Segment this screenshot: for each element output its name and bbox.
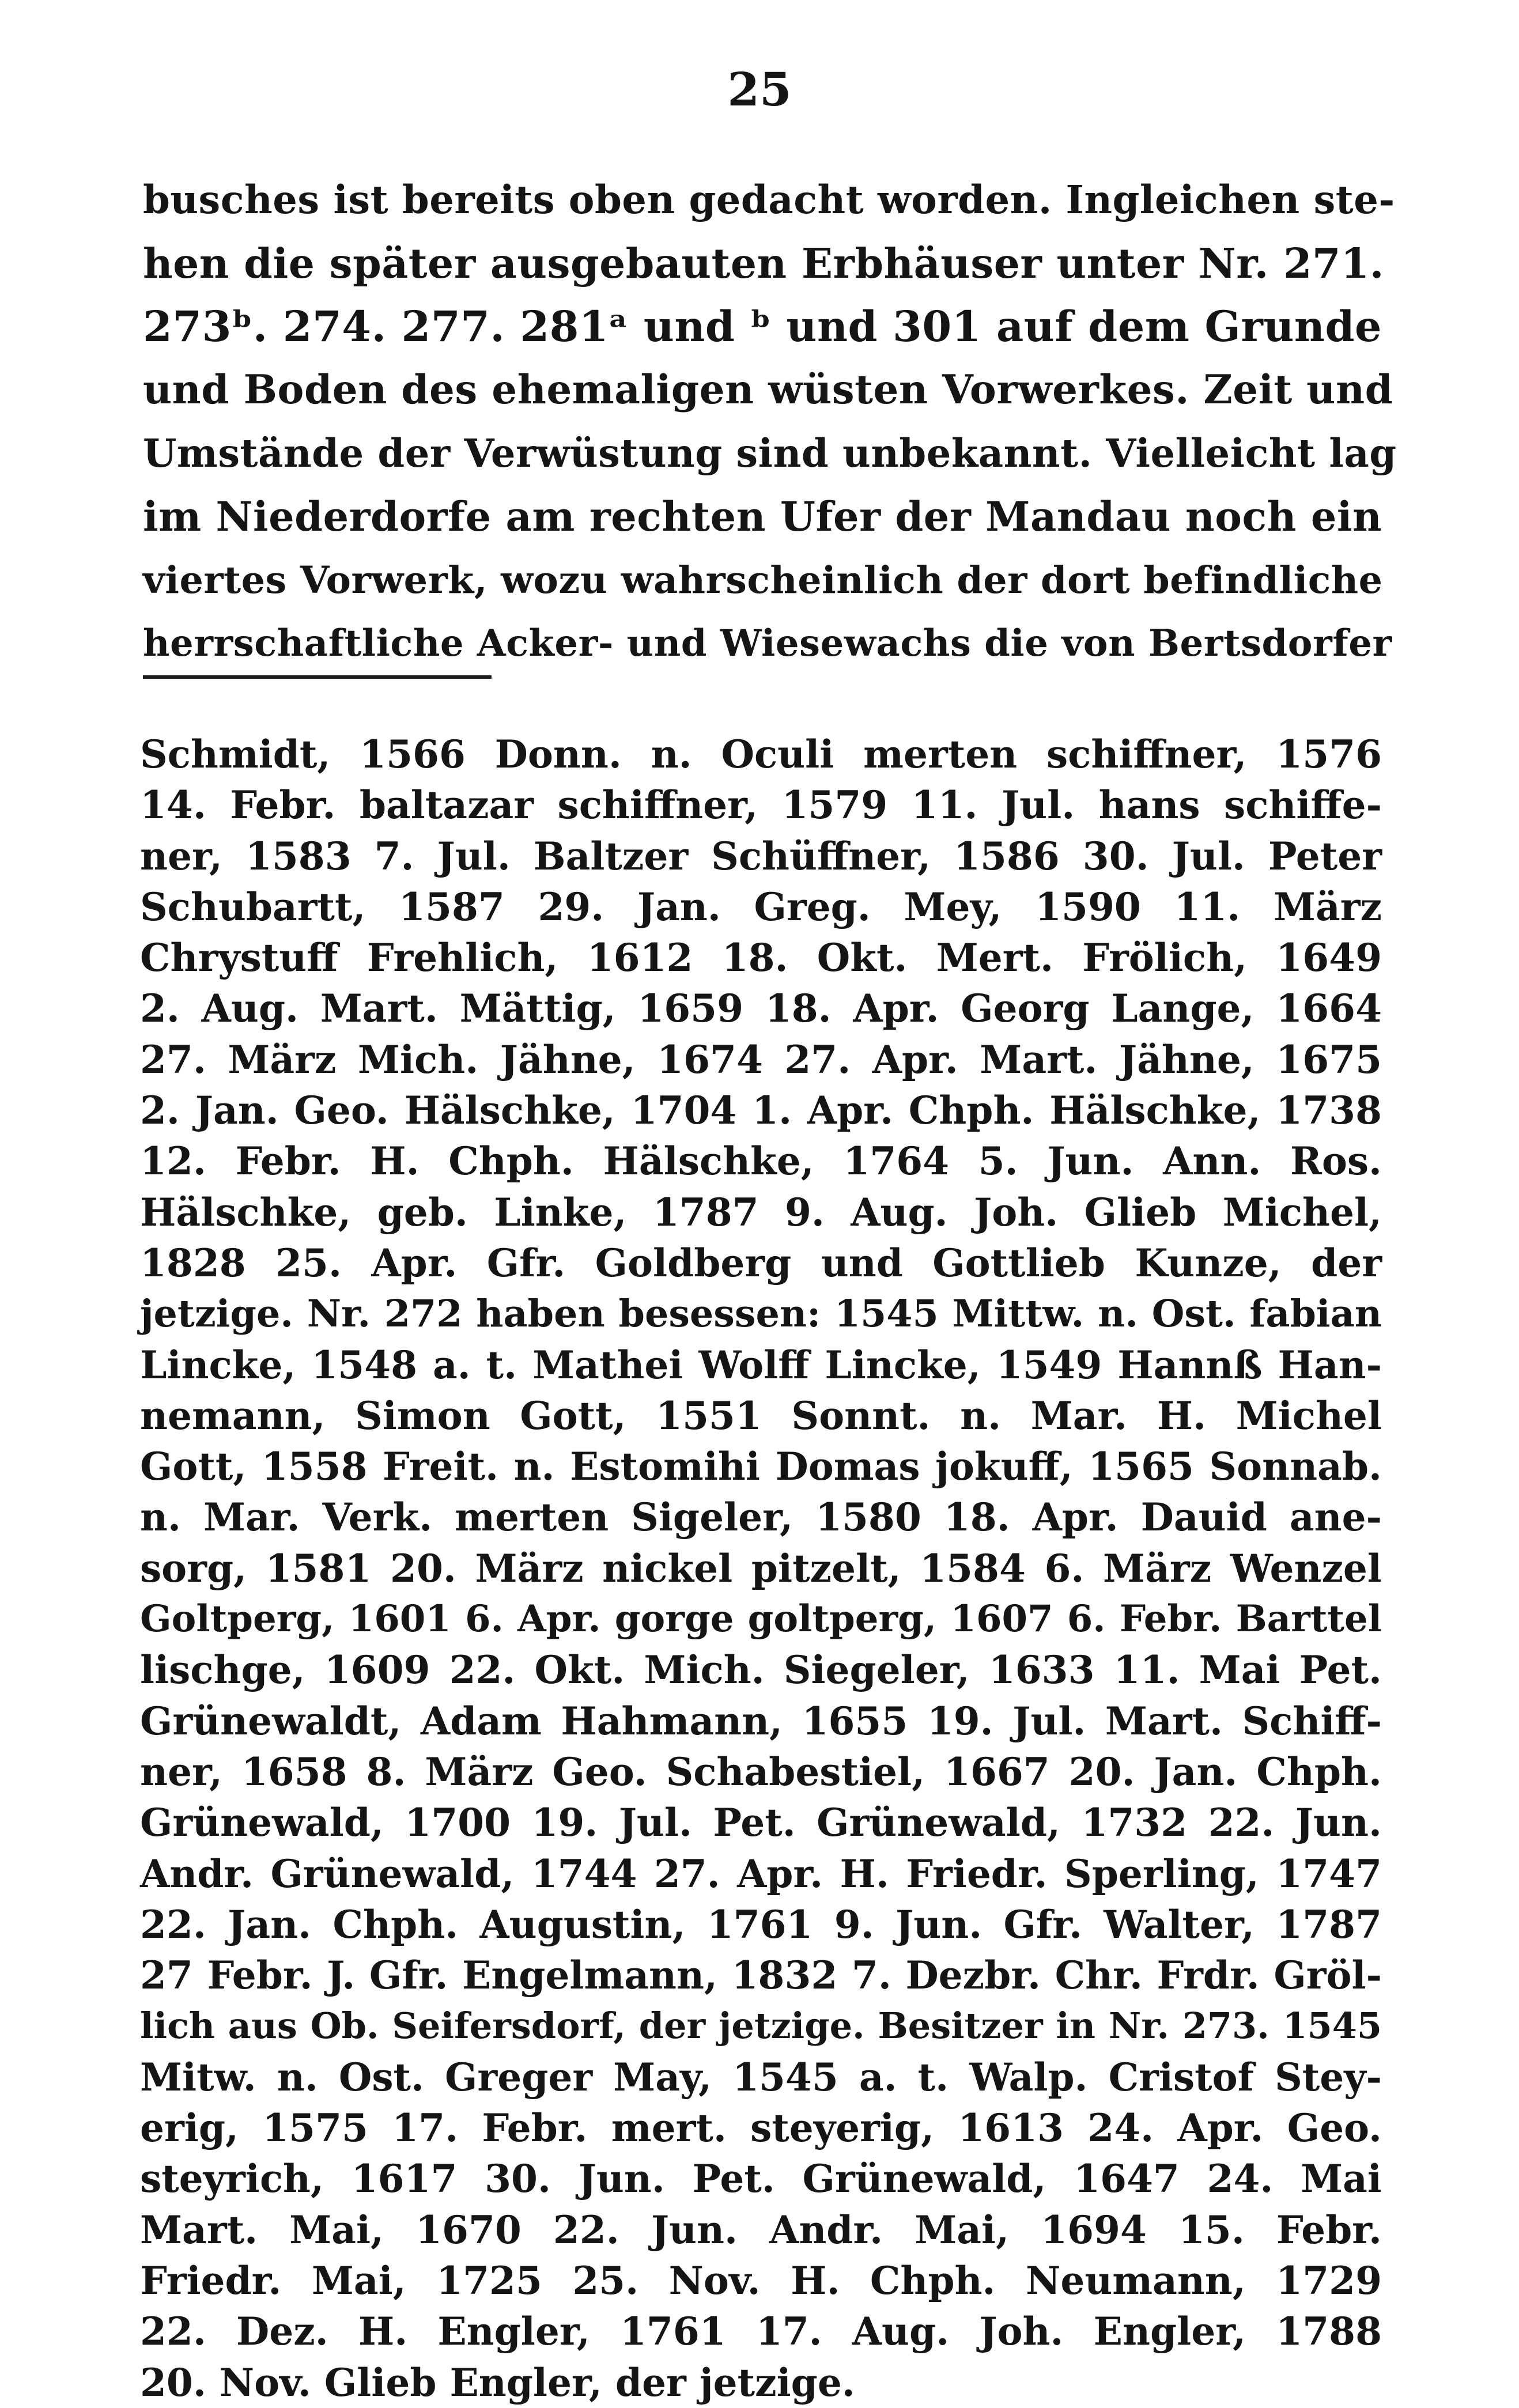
footnote-line: lich aus Ob. Seifersdorf, der jetzige. Besitzer in Nr. 273. 1545 [140, 2005, 1382, 2047]
footnote-line: 12. Febr. H. Chph. Hälschke, 1764 5. Jun. Ann. Ros. [140, 1139, 1382, 1184]
footnote-divider [143, 675, 492, 679]
footnote-line: Schubartt, 1587 29. Jan. Greg. Mey, 1590 11. März [140, 884, 1382, 929]
footnote-line: Mart. Mai, 1670 22. Jun. Andr. Mai, 1694 15. Febr. [140, 2207, 1382, 2252]
footnote-line: Goltperg, 1601 6. Apr. gorge goltperg, 1607 6. Febr. Barttel [140, 1597, 1382, 1641]
footnote-line: 2. Jan. Geo. Hälschke, 1704 1. Apr. Chph. Hälschke, 1738 [140, 1088, 1382, 1133]
footnote-line: Andr. Grünewald, 1744 27. Apr. H. Friedr. Sperling, 1747 [140, 1851, 1382, 1896]
footnote-line: Friedr. Mai, 1725 25. Nov. H. Chph. Neumann, 1729 [140, 2258, 1382, 2303]
footnote-line: 2. Aug. Mart. Mättig, 1659 18. Apr. Georg Lange, 1664 [140, 986, 1382, 1031]
footnote-line: nemann, Simon Gott, 1551 Sonnt. n. Mar. H. Michel [140, 1393, 1382, 1438]
footnote-line: 27. März Mich. Jähne, 1674 27. Apr. Mart. Jähne, 1675 [140, 1037, 1382, 1082]
footnote-line: Hälschke, geb. Linke, 1787 9. Aug. Joh. Glieb Michel, [140, 1189, 1382, 1235]
footnote-line: 20. Nov. Glieb Engler, der jetzige. [140, 2360, 855, 2405]
main-text-line: Umstände der Verwüstung sind unbekannt. Vielleicht lag [143, 430, 1397, 476]
main-text-line: busches ist bereits oben gedacht worden. Ingleichen ste- [143, 177, 1395, 222]
footnote-block [140, 729, 1382, 2408]
footnote-line: 22. Jan. Chph. Augustin, 1761 9. Jun. Gfr. Walter, 1787 [140, 1902, 1382, 1947]
footnote-line: 22. Dez. H. Engler, 1761 17. Aug. Joh. Engler, 1788 [140, 2309, 1382, 2354]
footnote-line: steyrich, 1617 30. Jun. Pet. Grünewald, 1647 24. Mai [140, 2156, 1382, 2202]
footnote-line: Lincke, 1548 a. t. Mathei Wolff Lincke, 1549 Hannß Han- [140, 1342, 1382, 1388]
main-text-line: 273ᵇ. 274. 277. 281ᵃ und ᵇ und 301 auf dem Grunde [143, 302, 1382, 351]
footnote-line: 27 Febr. J. Gfr. Engelmann, 1832 7. Dezbr. Chr. Frdr. Gröl- [140, 1953, 1382, 1998]
footnote-line: 1828 25. Apr. Gfr. Goldberg und Gottlieb Kunze, der [140, 1240, 1382, 1286]
footnote-line: Grünewald, 1700 19. Jul. Pet. Grünewald, 1732 22. Jun. [140, 1800, 1382, 1846]
footnote-line: erig, 1575 17. Febr. mert. steyerig, 1613 24. Apr. Geo. [140, 2105, 1382, 2151]
main-text-block [143, 168, 1397, 675]
footnote-line: jetzige. Nr. 272 haben besessen: 1545 Mittw. n. Ost. fabian [140, 1292, 1382, 1336]
footnote-line: n. Mar. Verk. merten Sigeler, 1580 18. Apr. Dauid ane- [140, 1495, 1382, 1540]
footnote-line: Grünewaldt, Adam Hahmann, 1655 19. Jul. Mart. Schiff- [140, 1698, 1382, 1744]
footnote-line: ner, 1583 7. Jul. Baltzer Schüffner, 1586 30. Jul. Peter [140, 833, 1382, 879]
main-text-line: und Boden des ehemaligen wüsten Vorwerkes. Zeit und [143, 366, 1393, 413]
footnote-line: lischge, 1609 22. Okt. Mich. Siegeler, 1633 11. Mai Pet. [140, 1647, 1382, 1693]
main-text-line: herrschaftliche Acker- und Wiesewachs die von Bertsdorfer [143, 622, 1392, 665]
page-number: 25 [727, 62, 792, 116]
footnote-line: sorg, 1581 20. März nickel pitzelt, 1584 6. März Wenzel [140, 1545, 1382, 1591]
footnote-line: ner, 1658 8. März Geo. Schabestiel, 1667 20. Jan. Chph. [140, 1749, 1382, 1794]
footnote-line: 14. Febr. baltazar schiffner, 1579 11. Jul. hans schiffe- [140, 782, 1382, 828]
footnote-line: Gott, 1558 Freit. n. Estomihi Domas jokuff, 1565 Sonnab. [140, 1444, 1382, 1490]
main-text-line: im Niederdorfe am rechten Ufer der Mandau noch ein [143, 493, 1382, 540]
footnote-line: Mitw. n. Ost. Greger May, 1545 a. t. Walp. Cristof Stey- [140, 2054, 1382, 2100]
footnote-line: Chrystuff Frehlich, 1612 18. Okt. Mert. Frölich, 1649 [140, 935, 1382, 981]
main-text-line: hen die später ausgebauten Erbhäuser unter Nr. 271. [143, 239, 1385, 288]
footnote-line: Schmidt, 1566 Donn. n. Oculi merten schiffner, 1576 [140, 732, 1382, 777]
main-text-line: viertes Vorwerk, wozu wahrscheinlich der dort befindliche [143, 558, 1383, 602]
